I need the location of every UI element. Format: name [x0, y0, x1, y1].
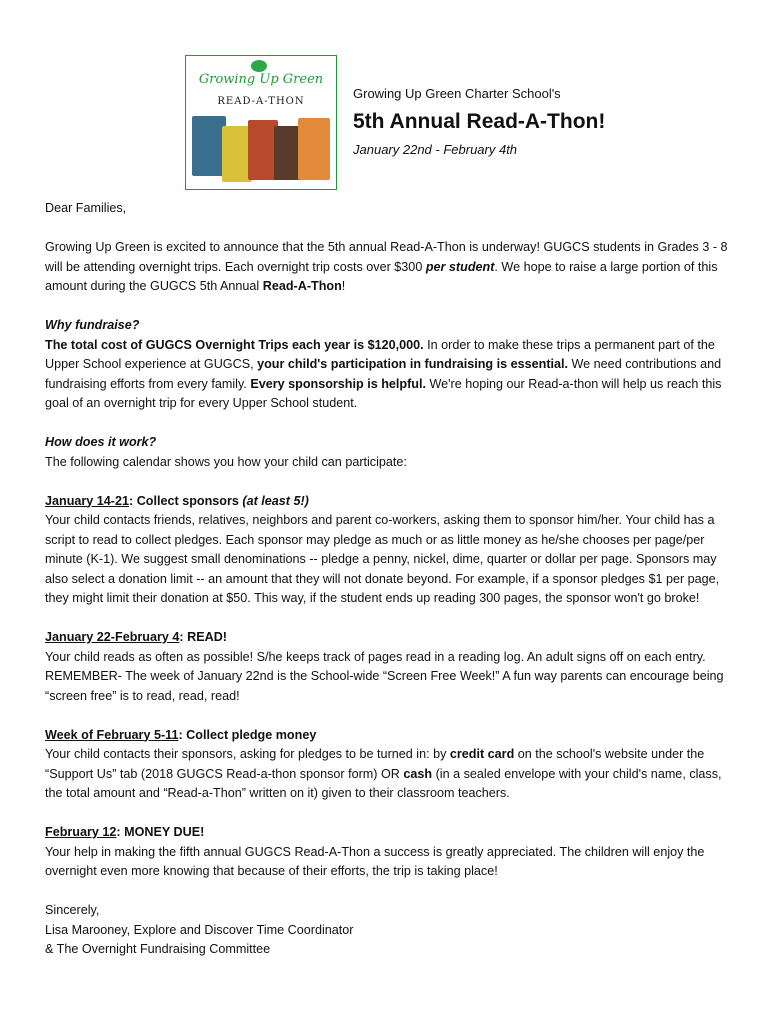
intro-emphasis: per student [425, 259, 495, 274]
step1-text: Your child contacts friends, relatives, neighbors and parent co-workers, asking them to sponsor him/her. Your child has a script to read to collect pledges. Each sponsor may pledge as much or as little money as he/she chooses per page/per minute (K-1). We suggest small denominations -- pledge a penny, nickel, dime, quarter or dollar per page. Sponsors may also select a donation limit -- an amount that they will not donate beyond. For example, if a sponsor pledges $1 per page, they might limit their donation at $50. This way, if the student ends up reading 300 pages, the sponsor won't go broke! [45, 513, 720, 605]
step3-heading [45, 726, 735, 746]
step3-text-part: (in a sealed envelope with your child's name, class, the total amount and “Read-a-Thon” written on it) given to their classroom teachers. [45, 766, 722, 800]
signature-committee: & The Overnight Fundraising Committee [45, 942, 271, 956]
why-emphasis: Every sponsorship is helpful. [250, 376, 426, 391]
why-text: In order to make these trips a permanent part of the Upper School experience at GUGCS, [45, 337, 715, 371]
step1-date: January 14-21 [45, 493, 130, 508]
why-text: We need contributions and fundraising efforts from every family. [45, 357, 722, 391]
read-a-thon-logo [185, 55, 337, 190]
event-dates: January 22nd - February 4th [353, 142, 518, 157]
signature-name: Lisa Marooney, Explore and Discover Time Coordinator [45, 922, 354, 937]
step3-title: : Collect pledge money [178, 727, 317, 742]
step4-text: Your help in making the fifth annual GUGCS Read-A-Thon a success is greatly appreciated. The children will enjoy the overnight even more knowing that because of their efforts, the trip is taking place! [45, 844, 705, 878]
why-emphasis: The total cost of GUGCS Overnight Trips each year is $120,000. [45, 337, 424, 352]
intro-text: . We hope to raise a large portion of this amount during the GUGCS 5th Annual [45, 259, 718, 293]
intro-text: Growing Up Green is excited to announce that the 5th annual Read-A-Thon is underway! GUGCS students in Grades 3 - 8 will be attending overnight trips. Each overnight trip costs over $300 [45, 240, 728, 274]
why-heading: Why fundraise? [45, 318, 140, 332]
letter-body [45, 199, 735, 960]
step2-date: January 22-February 4 [45, 630, 180, 644]
step3-text [45, 745, 735, 804]
letter-header [353, 86, 605, 157]
step3-emphasis: credit card [449, 747, 515, 761]
step2-text: Your child reads as often as possible! S/he keeps track of pages read in a reading log. An adult signs off on each entry. REMEMBER- The week of January 22nd is the School-wide “Screen Free Week!” A fun way parents can encourage being “screen free” is to read, read, read! [45, 649, 724, 703]
book-cover-icon [192, 116, 226, 176]
page-title: 5th Annual Read-A-Thon! [353, 110, 606, 133]
how-text: The following calendar shows you how your child can participate: [45, 454, 407, 469]
step3-text-part: Your child contacts their sponsors, asking for pledges to be turned in: by [45, 747, 450, 761]
step2-title: : READ! [179, 630, 227, 644]
step1-title: : Collect sponsors [129, 493, 243, 508]
step1-note: (at least 5!) [242, 493, 309, 508]
step4-heading [45, 823, 735, 843]
intro-paragraph [45, 238, 735, 297]
step3-date: Week of February 5-11 [45, 727, 179, 742]
why-paragraph [45, 336, 735, 414]
school-name: Growing Up Green Charter School's [353, 86, 561, 101]
intro-emphasis: Read-A-Thon [262, 279, 342, 293]
book-cover-icon [298, 118, 330, 180]
salutation: Dear Families, [45, 201, 127, 215]
step4-title: : MONEY DUE! [116, 825, 205, 839]
globe-icon [251, 60, 267, 72]
step3-text-part: on the school's website under the “Support Us” tab (2018 GUGCS Read-a-thon sponsor form) OR [45, 747, 705, 781]
closing: Sincerely, [45, 903, 100, 917]
logo-title: Growing Up Green [198, 72, 324, 87]
step4-date: February 12 [45, 825, 117, 839]
why-text: We're hoping our Read-a-thon will help us reach this goal of an overnight trip for every Upper School student. [45, 376, 722, 410]
how-heading: How does it work? [45, 435, 157, 449]
step3-emphasis: cash [403, 766, 433, 781]
why-emphasis: your child's participation in fundraising is essential. [257, 357, 569, 371]
logo-subtitle: READ-A-THON [217, 96, 305, 107]
step1-heading [45, 492, 735, 512]
step2-heading [45, 628, 735, 648]
intro-text: ! [341, 279, 346, 293]
